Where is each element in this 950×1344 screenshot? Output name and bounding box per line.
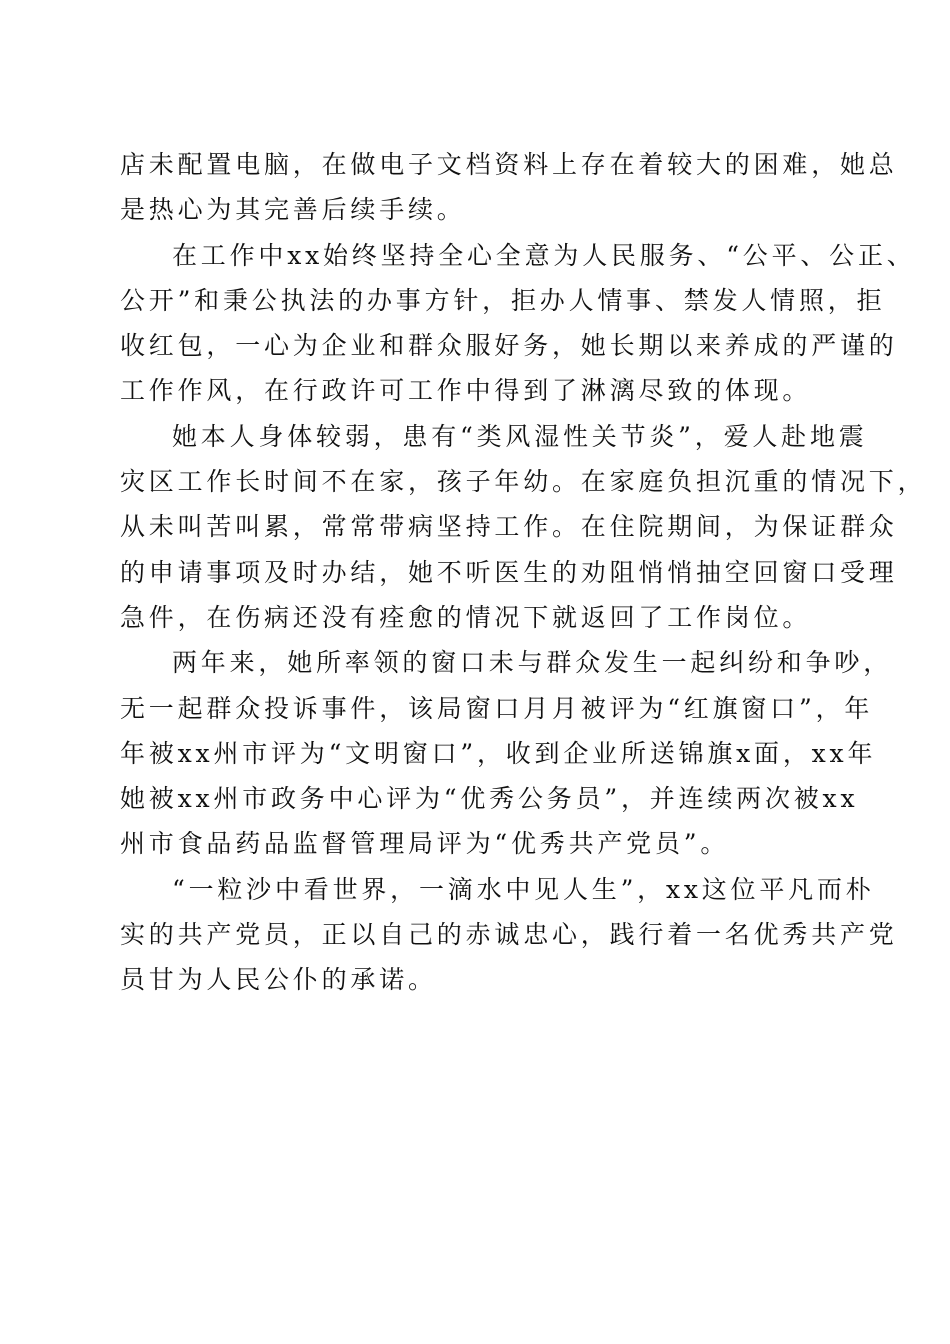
text-line: 工作作风，在行政许可工作中得到了淋漓尽致的体现。 bbox=[120, 376, 812, 406]
text-line: 公开”和秉公执法的办事方针，拒办人情事、禁发人情照，拒 bbox=[120, 285, 886, 315]
paragraph-first-line: 两年来，她所率领的窗口未与群众发生一起纠纷和争吵， bbox=[172, 648, 893, 678]
document-body bbox=[120, 142, 927, 1003]
text-line: 无一起群众投诉事件，该局窗口月月被评为“红旗窗口”，年 bbox=[120, 693, 874, 723]
text-line: 收红包，一心为企业和群众服好务，她长期以来养成的严谨的 bbox=[120, 331, 898, 361]
text-line: 店未配置电脑，在做电子文档资料上存在着较大的困难，她总 bbox=[120, 150, 898, 179]
text-line: 的申请事项及时办结，她不听医生的劝阻悄悄抽空回窗口受理 bbox=[120, 557, 898, 587]
text-line: 州市食品药品监督管理局评为“优秀共产党员”。 bbox=[120, 829, 730, 859]
paragraph-first-line: 她本人身体较弱，患有“类风湿性关节炎”，爱人赴地震 bbox=[172, 421, 868, 451]
text-line: 灾区工作长时间不在家，孩子年幼。在家庭负担沉重的情况下， bbox=[120, 467, 927, 497]
text-line: 从未叫苦叫累，常常带病坚持工作。在住院期间，为保证群众 bbox=[120, 512, 898, 542]
text-line: 她被xx州市政务中心评为“优秀公务员”，并连续两次被xx bbox=[120, 784, 859, 814]
text-line: 员甘为人民公仆的承诺。 bbox=[120, 965, 437, 995]
paragraph-first-line: “一粒沙中看世界，一滴水中见人生”，xx这位平凡而朴 bbox=[172, 874, 875, 904]
text-line: 年被xx州市评为“文明窗口”，收到企业所送锦旗x面，xx年 bbox=[120, 738, 877, 768]
paragraph-first-line: 在工作中xx始终坚持全心全意为人民服务、“公平、公正、 bbox=[172, 240, 916, 270]
text-line: 急件，在伤病还没有痊愈的情况下就返回了工作岗位。 bbox=[120, 602, 812, 632]
text-line: 是热心为其完善后续手续。 bbox=[120, 195, 466, 225]
text-line: 实的共产党员，正以自己的赤诚忠心，践行着一名优秀共产党 bbox=[120, 920, 898, 950]
